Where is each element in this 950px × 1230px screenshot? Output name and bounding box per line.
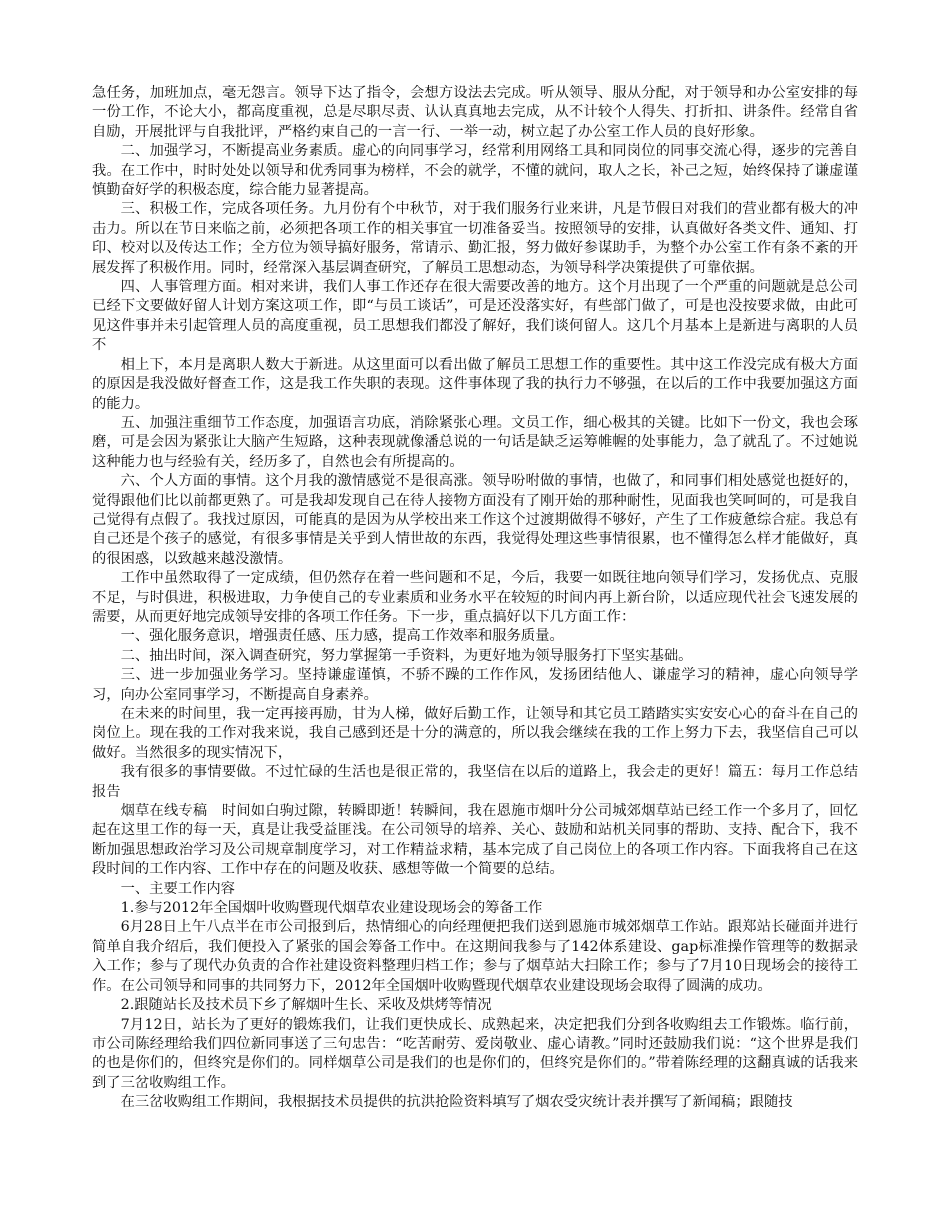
- paragraph-field-visit: 7月12日，站长为了更好的锻炼我们，让我们更快成长、成熟起来，决定把我们分到各收购组去工作锻炼。临行前，市公司陈经理给我们四位新同事送了三句忠告：“吃苦耐劳、爱岗敬业、虚心请教。”同时还鼓励我们说：“这个世界是我们的也是你们的，但终究是你们的。同样烟草公司是我们的也是你们的，但终究是你们的。”带着陈经理的这翻真诚的话我来到了三岔收购组工作。: [92, 1016, 858, 1091]
- paragraph-continued: 急任务，加班加点，毫无怨言。领导下达了指令，会想方设法去完成。听从领导、服从分配，对于领导和办公室安排的每一份工作，不论大小，都高度重视，总是尽职尽责、认认真真地去完成，从不计较个人得失、打折扣、讲条件。经常自省自励，开展批评与自我批评，严格约束自己的一言一行、一举一动，树立起了办公室工作人员的良好形象。: [92, 85, 858, 140]
- paragraph-work-tasks: 三、积极工作，完成各项任务。九月份有个中秋节，对于我们服务行业来讲，凡是节假日对我们的营业都有极大的冲击力。所以在节日来临之前，必须把各项工作的相关事宜一切准备妥当。按照领导的安排，认真做好各类文件、通知、打印、校对以及传达工作；全方位为领导搞好服务，常请示、勤汇报，努力做好参谋助手，为整个办公室工作有条不紊的开展发挥了积极作用。同时，经常深入基层调查研究，了解员工思想动态，为领导科学决策提供了可靠依据。: [92, 201, 858, 276]
- paragraph-busy: 我有很多的事情要做。不过忙碌的生活也是很正常的，我坚信在以后的道路上，我会走的更好！篇五：每月工作总结报告: [92, 764, 858, 800]
- subheading-field-visit: 2.跟随站长及技术员下乡了解烟叶生长、采收及烘烤等情况: [120, 997, 492, 1014]
- list-item-learning: 三、进一步加强业务学习。坚持谦虚谨慎，不骄不躁的工作作风，发扬团结他人、谦虚学习的精神，虚心向领导学习，向办公室同事学习，不断提高自身素养。: [92, 667, 858, 703]
- paragraph-summary: 工作中虽然取得了一定成绩，但仍然存在着一些问题和不足，今后，我要一如既往地向领导们学习，发扬优点、克服不足，与时俱进，积极进取，力争使自己的专业素质和业务水平在较短的时间内再上新台阶，以适应现代社会飞速发展的需要，从而更好地完成领导安排的各项工作任务。下一步，重点搞好以下几方面工作：: [92, 570, 858, 625]
- paragraph-details: 五、加强注重细节工作态度，加强语言功底，消除紧张心理。文员工作，细心极其的关键。比如下一份文，我也会琢磨，可是会因为紧张让大脑产生短路，这种表现就像潘总说的一句话是缺乏运筹帷幄的处事能力，急了就乱了。不过她说这种能力也与经验有关，经历多了，自然也会有所提高的。: [92, 414, 858, 470]
- paragraph-meeting-prep: 6月28日上午八点半在市公司报到后，热情细心的向经理便把我们送到恩施市城郊烟草工作站。跟郑站长碰面并进行简单自我介绍后，我们便投入了紧张的国会筹备工作中。在这期间我参与了142体系建设、gap标准操作管理等的数据录入工作；参与了现代办负责的合作社建设资料整理归档工作；参与了烟草站大扫除工作；参与了7月10日现场会的接待工作。在公司领导和同事的共同努力下，2012年全国烟叶收购暨现代烟草农业建设现场会取得了圆满的成功。: [92, 919, 858, 994]
- paragraph-study: 二、加强学习，不断提高业务素质。虚心的向同事学习，经常利用网络工具和同岗位的同事交流心得，逐步的完善自我。在工作中，时时处处以领导和优秀同事为榜样，不会的就学，不懂的就问，取人之长，补己之短，始终保持了谦虚谨慎勤奋好学的积极态度，综合能力显著提高。: [92, 143, 858, 199]
- paragraph-sancha: 在三岔收购组工作期间，我根据技术员提供的抗洪抢险资料填写了烟农受灾统计表并撰写了新闻稿；跟随技: [120, 1094, 793, 1111]
- list-item-service: 一、强化服务意识，增强责任感、压力感，提高工作效率和服务质量。: [120, 628, 564, 645]
- paragraph-tobacco-intro: 烟草在线专稿 时间如白驹过隙，转瞬即逝！转瞬间，我在恩施市烟叶分公司城郊烟草站已经工作一个多月了，回忆起在这里工作的每一天，真是让我受益匪浅。在公司领导的培养、关心、鼓励和站机关同事的帮助、支持、配合下，我不断加强思想政治学习及公司规章制度学习，对工作精益求精，基本完成了自己岗位上的各项工作内容。下面我将自己在这段时间的工作内容、工作中存在的问题及收获、感想等做一个简要的总结。: [92, 803, 858, 878]
- section-heading-main-work: 一、主要工作内容: [120, 880, 235, 897]
- paragraph-personnel: 四、人事管理方面。相对来讲，我们人事工作还存在很大需要改善的地方。这个月出现了一个严重的问题就是总公司已经下文要做好留人计划方案这项工作，即“与员工谈话”，可是还没落实好，有些部门做了，可是也没按要求做，由此可见这件事并未引起管理人员的高度重视，员工思想我们都没了解好，我们谈何留人。这几个月基本上是新进与离职的人员不: [92, 279, 858, 354]
- list-item-research: 二、抽出时间，深入调查研究，努力掌握第一手资料，为更好地为领导服务打下坚实基础。: [120, 647, 693, 664]
- paragraph-future: 在未来的时间里，我一定再接再励，甘为人梯，做好后勤工作，让领导和其它员工踏踏实实安安心心的奋斗在自己的岗位上。现在我的工作对我来说，我自己感到还是十分的满意的，所以我会继续在我的工作上努力下去，我坚信自己可以做好。当然很多的现实情况下，: [92, 706, 858, 761]
- paragraph-personal: 六、个人方面的事情。这个月我的激情感觉不是很高涨。领导吩咐做的事情，也做了，和同事们相处感觉也挺好的，觉得跟他们比以前都更熟了。可是我却发现自己在待人接物方面没有了刚开始的那种耐性，见面我也笑呵呵的，可是我自己觉得有点假了。我找过原因，可能真的是因为从学校出来工作这个过渡期做得不够好，产生了工作疲惫综合症。我总有自己还是个孩子的感觉，有很多事情是关乎到人情世故的东西，我觉得处理这些事情很累，也不懂得怎么样才能做好，真的很困惑，以致越来越没激情。: [92, 473, 858, 567]
- paragraph-personnel-cont: 相上下，本月是离职人数大于新进。从这里面可以看出做了解员工思想工作的重要性。其中这工作没完成有极大方面的原因是我没做好督查工作，这是我工作失职的表现。这件事体现了我的执行力不够强，在以后的工作中我要加强这方面的能力。: [92, 356, 858, 412]
- subheading-meeting-prep: 1.参与2012年全国烟叶收购暨现代烟草农业建设现场会的筹备工作: [120, 900, 543, 917]
